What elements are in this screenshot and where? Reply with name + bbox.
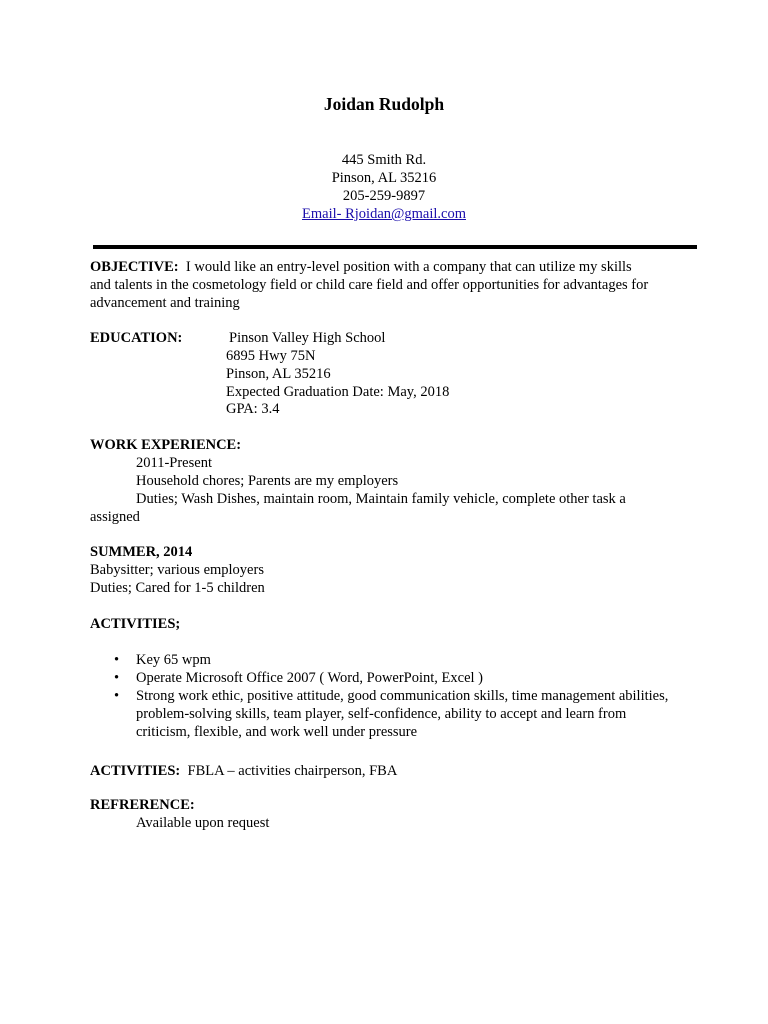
reference-label: REFRERENCE: (90, 797, 195, 813)
summer-label: SUMMER, 2014 (90, 544, 193, 560)
education-street: 6895 Hwy 75N (226, 348, 316, 364)
education-label: EDUCATION: (90, 330, 183, 346)
work-duties-line-2: assigned (90, 509, 140, 525)
bullet-icon: • (114, 688, 120, 704)
list-item-text: Operate Microsoft Office 2007 ( Word, PowerPoint, Excel ) (136, 670, 484, 686)
email-link[interactable]: Email- Rjoidan@gmail.com (302, 206, 466, 222)
list-item (90, 669, 680, 687)
education-graduation: Expected Graduation Date: May, 2018 (226, 384, 450, 400)
objective-label: OBJECTIVE: (90, 259, 179, 275)
work-role: Household chores; Parents are my employers (136, 473, 399, 489)
summer-duties: Duties; Cared for 1-5 children (90, 580, 265, 596)
activities-2-label: ACTIVITIES: (90, 763, 181, 779)
education-school: Pinson Valley High School (229, 330, 386, 346)
objective-text-2: and talents in the cosmetology field or child care field and offer opportunities for advantages for (90, 277, 649, 293)
objective-text-3: advancement and training (90, 295, 240, 311)
list-item (90, 651, 680, 669)
work-experience-label: WORK EXPERIENCE: (90, 437, 242, 453)
summer-role: Babysitter; various employers (90, 562, 264, 578)
email-line (0, 205, 768, 223)
education-city: Pinson, AL 35216 (226, 366, 331, 382)
address-line-1: 445 Smith Rd. (341, 152, 427, 168)
work-duties-line-1: Duties; Wash Dishes, maintain room, Maintain family vehicle, complete other task a (136, 491, 626, 507)
reference-text: Available upon request (136, 815, 270, 831)
header-divider (93, 245, 697, 249)
bullet-icon: • (114, 652, 120, 668)
activities-2-line (90, 762, 397, 780)
list-item-text: Key 65 wpm (136, 652, 211, 668)
objective-line-1 (90, 258, 632, 276)
bullet-icon: • (114, 670, 120, 686)
list-item-text: Strong work ethic, positive attitude, good communication skills, time management abilities, problem-solving skills, team player, self-confidence, ability to accept and learn from criticism, flexible, and work well under pressure (136, 688, 669, 740)
activities-2-text: FBLA – activities chairperson, FBA (187, 763, 398, 779)
activities-list (90, 651, 680, 741)
objective-text-1: I would like an entry-level position with a company that can utilize my skills (185, 259, 632, 275)
phone-number: 205-259-9897 (342, 188, 426, 204)
work-period: 2011-Present (136, 455, 212, 471)
education-gpa: GPA: 3.4 (226, 401, 280, 417)
address-line-2: Pinson, AL 35216 (331, 170, 437, 186)
resume-name: Joidan Rudolph (323, 94, 445, 114)
activities-label: ACTIVITIES; (90, 616, 181, 632)
list-item (90, 687, 680, 741)
